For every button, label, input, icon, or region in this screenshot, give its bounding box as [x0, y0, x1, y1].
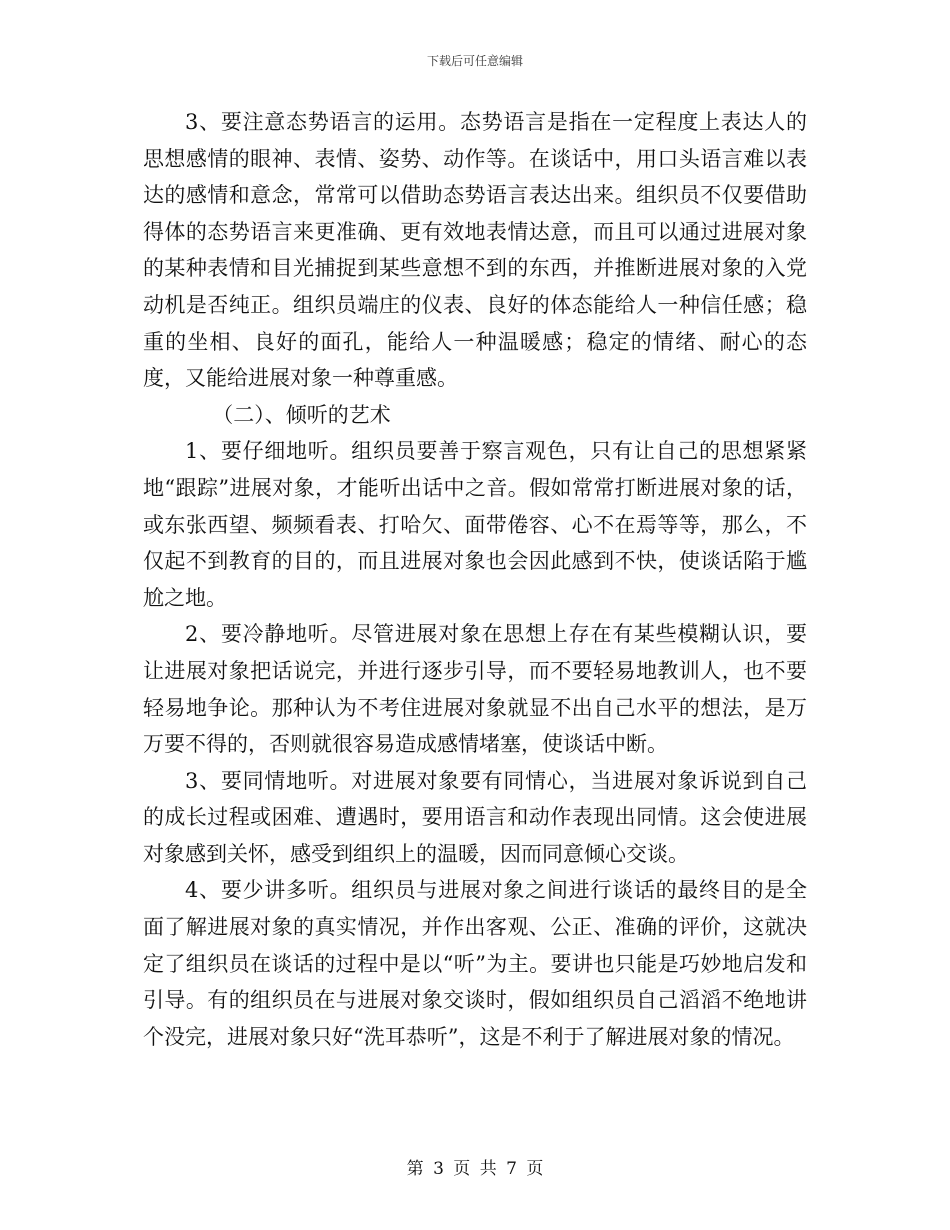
paragraph-listen-more: 4、要少讲多听。组织员与进展对象之间进行谈话的最终目的是全面了解进展对象的真实情况，并作出客观、公正、准确的评价，这就决定了组织员在谈话的过程中是以“听”为主。要讲也只能是巧妙地启发和引导。有的组织员在与进展对象交谈时，假如组织员自己滔滔不绝地讲个没完，进展对象只好“洗耳恭听”，这是不利于了解进展对象的情况。 — [143, 878, 807, 1049]
document-body — [143, 104, 807, 1055]
paragraph-listen-sympathetically: 3、要同情地听。对进展对象要有同情心，当进展对象诉说到自己的成长过程或困难、遭遇时，要用语言和动作表现出同情。这会使进展对象感到关怀，感受到组织上的温暖，因而同意倾心交谈。 — [143, 768, 807, 866]
paragraph-listen-calmly: 2、要冷静地听。尽管进展对象在思想上存在有某些模糊认识，要让进展对象把话说完，并进行逐步引导，而不要轻易地教训人，也不要轻易地争论。那种认为不考住进展对象就显不出自己水平的想法，是万万要不得的，否则就很容易造成感情堵塞，使谈话中断。 — [143, 622, 807, 757]
section-heading-listening: （二）、倾听的艺术 — [212, 402, 391, 427]
page-header: 下载后可任意编辑 — [426, 54, 523, 68]
page-footer: 第 3 页 共 7 页 — [406, 1159, 544, 1179]
paragraph-posture-language: 3、要注意态势语言的运用。态势语言是指在一定程度上表达人的思想感情的眼神、表情、姿势、动作等。在谈话中，用口头语言难以表达的感情和意念，常常可以借助态势语言表达出来。组织员不仅要借助得体的态势语言来更准确、更有效地表情达意，而且可以通过进展对象的某种表情和目光捕捉到某些意想不到的东西，并推断进展对象的入党动机是否纯正。组织员端庄的仪表、良好的体态能给人一种信任感；稳重的坐相、良好的面孔，能给人一种温暖感；稳定的情绪、耐心的态度，又能给进展对象一种尊重感。 — [143, 110, 807, 391]
paragraph-listen-carefully: 1、要仔细地听。组织员要善于察言观色，只有让自己的思想紧紧地“跟踪”进展对象，才能听出话中之音。假如常常打断进展对象的话，或东张西望、频频看表、打哈欠、面带倦容、心不在焉等等，那么，不仅起不到教育的目的，而且进展对象也会因此感到不快，使谈话陷于尴尬之地。 — [143, 439, 807, 610]
